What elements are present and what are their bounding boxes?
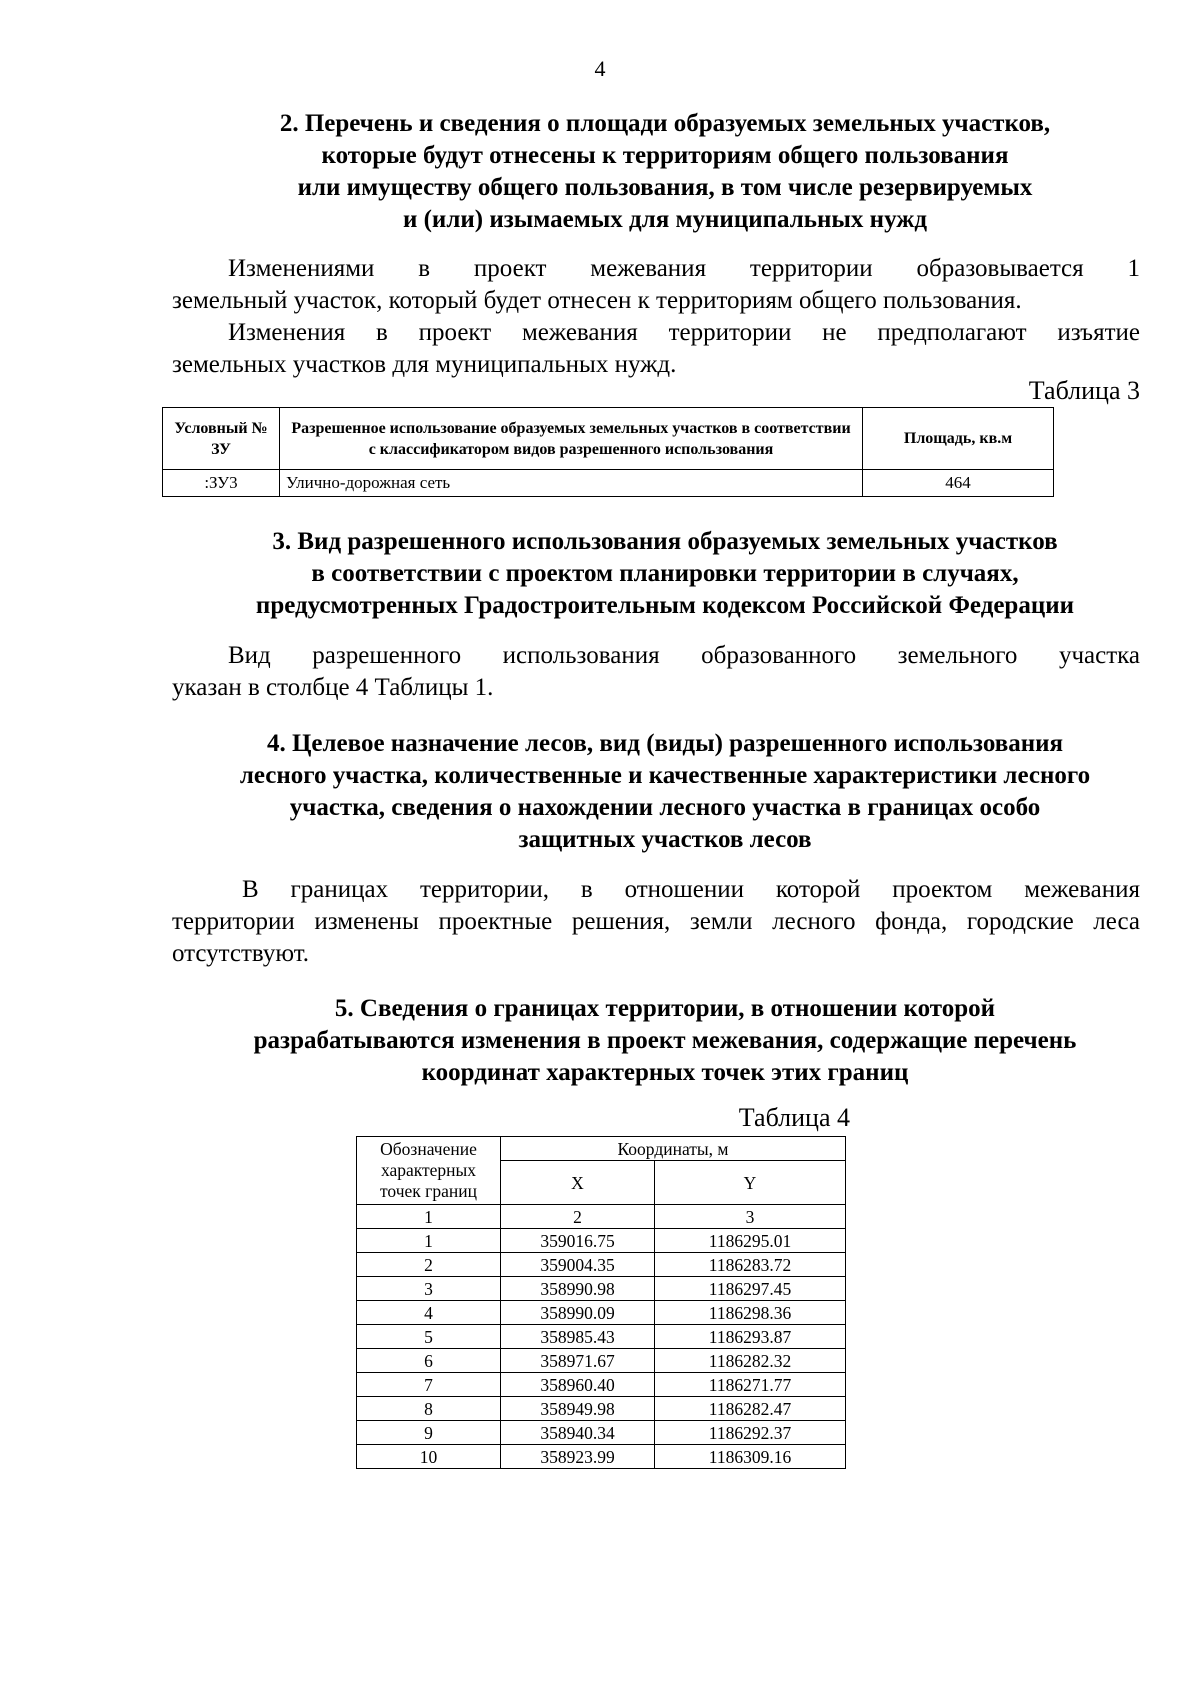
heading-line: 4. Целевое назначение лесов, вид (виды) разрешенного использования bbox=[266, 730, 1064, 757]
table-cell: 359016.75 bbox=[501, 1229, 655, 1253]
table-header-cell: Площадь, кв.м bbox=[863, 408, 1054, 470]
table-row bbox=[357, 1229, 846, 1253]
table-cell: 4 bbox=[357, 1301, 501, 1325]
table-cell: 1186309.16 bbox=[655, 1445, 846, 1469]
section-2-paragraph-1 bbox=[172, 253, 1140, 317]
section-4-heading bbox=[160, 728, 1170, 856]
heading-line: предусмотренных Градостроительным кодексом Российской Федерации bbox=[255, 592, 1075, 619]
table-header-cell: Обозначение характерных точек границ bbox=[357, 1137, 501, 1205]
section-4-paragraph bbox=[172, 874, 1140, 970]
table-cell: 1186292.37 bbox=[655, 1421, 846, 1445]
table-header-cell: Y bbox=[655, 1161, 846, 1205]
paragraph-line: отсутствуют. bbox=[172, 940, 310, 967]
table-cell: 9 bbox=[357, 1421, 501, 1445]
paragraph-line: Изменениями в проект межевания территории образовывается 1 bbox=[228, 255, 1140, 282]
section-3-heading bbox=[160, 526, 1170, 622]
table-row bbox=[357, 1397, 846, 1421]
table-cell: 1186297.45 bbox=[655, 1277, 846, 1301]
table-4 bbox=[356, 1136, 846, 1469]
table-cell: 1186282.47 bbox=[655, 1397, 846, 1421]
section-5-heading bbox=[160, 993, 1170, 1089]
table-cell: 1186293.87 bbox=[655, 1325, 846, 1349]
paragraph-line: земельных участков для муниципальных нужд. bbox=[172, 351, 677, 378]
heading-line: 5. Сведения о границах территории, в отношении которой bbox=[334, 995, 996, 1022]
table-4-caption: Таблица 4 bbox=[738, 1103, 850, 1132]
paragraph-line: В границах территории, в отношении которой проектом межевания bbox=[242, 876, 1140, 903]
table-3 bbox=[162, 407, 1054, 497]
table-cell: 358985.43 bbox=[501, 1325, 655, 1349]
table-row bbox=[357, 1277, 846, 1301]
table-row bbox=[357, 1349, 846, 1373]
table-cell: 10 bbox=[357, 1445, 501, 1469]
table-cell: 3 bbox=[357, 1277, 501, 1301]
table-cell: 5 bbox=[357, 1325, 501, 1349]
table-cell: 358949.98 bbox=[501, 1397, 655, 1421]
heading-line: в соответствии с проектом планировки территории в случаях, bbox=[311, 560, 1019, 587]
section-3-paragraph bbox=[172, 640, 1140, 704]
table-cell: 358990.98 bbox=[501, 1277, 655, 1301]
table-row bbox=[357, 1325, 846, 1349]
table-cell: 6 bbox=[357, 1349, 501, 1373]
table-cell: Улично-дорожная сеть bbox=[280, 470, 863, 497]
table-cell: 358923.99 bbox=[501, 1445, 655, 1469]
table-cell: 358940.34 bbox=[501, 1421, 655, 1445]
table-cell: 1186283.72 bbox=[655, 1253, 846, 1277]
paragraph-line: территории изменены проектные решения, земли лесного фонда, городские леса bbox=[172, 908, 1140, 935]
table-cell: :ЗУ3 bbox=[163, 470, 280, 497]
table-cell: 358990.09 bbox=[501, 1301, 655, 1325]
table-header-cell: X bbox=[501, 1161, 655, 1205]
heading-line: 3. Вид разрешенного использования образуемых земельных участков bbox=[272, 528, 1058, 555]
paragraph-line: Изменения в проект межевания территории не предполагают изъятие bbox=[228, 319, 1140, 346]
table-cell: 1186271.77 bbox=[655, 1373, 846, 1397]
table-header-cell: Координаты, м bbox=[501, 1137, 846, 1161]
paragraph-line: Вид разрешенного использования образованного земельного участка bbox=[228, 642, 1140, 669]
table-header-cell: Условный № ЗУ bbox=[163, 408, 280, 470]
heading-line: лесного участка, количественные и качественные характеристики лесного bbox=[239, 762, 1091, 789]
table-row bbox=[357, 1253, 846, 1277]
page-number: 4 bbox=[594, 56, 606, 81]
heading-line: или имуществу общего пользования, в том числе резервируемых bbox=[297, 174, 1033, 201]
table-cell: 2 bbox=[357, 1253, 501, 1277]
table-cell: 1186295.01 bbox=[655, 1229, 846, 1253]
heading-line: которые будут отнесены к территориям общего пользования bbox=[321, 142, 1009, 169]
table-header-cell: Разрешенное использование образуемых земельных участков в соответствии с классификатором видов разрешенного использования bbox=[280, 408, 863, 470]
heading-line: 2. Перечень и сведения о площади образуемых земельных участков, bbox=[279, 110, 1051, 137]
table-row bbox=[163, 470, 1054, 497]
table-cell: 1 bbox=[357, 1205, 501, 1229]
table-cell: 358971.67 bbox=[501, 1349, 655, 1373]
table-row bbox=[357, 1205, 846, 1229]
table-cell: 1186298.36 bbox=[655, 1301, 846, 1325]
section-2-paragraph-2 bbox=[172, 317, 1140, 381]
table-row bbox=[357, 1445, 846, 1469]
table-row bbox=[357, 1373, 846, 1397]
table-cell: 3 bbox=[655, 1205, 846, 1229]
table-cell: 2 bbox=[501, 1205, 655, 1229]
table-cell: 464 bbox=[863, 470, 1054, 497]
paragraph-line: указан в столбце 4 Таблицы 1. bbox=[172, 674, 494, 701]
table-cell: 8 bbox=[357, 1397, 501, 1421]
heading-line: участка, сведения о нахождении лесного участка в границах особо bbox=[289, 794, 1041, 821]
table-row bbox=[357, 1421, 846, 1445]
table-cell: 358960.40 bbox=[501, 1373, 655, 1397]
table-3-caption: Таблица 3 bbox=[1028, 376, 1140, 405]
table-cell: 1186282.32 bbox=[655, 1349, 846, 1373]
heading-line: и (или) изымаемых для муниципальных нужд bbox=[402, 206, 928, 233]
section-2-heading bbox=[160, 108, 1170, 236]
table-cell: 7 bbox=[357, 1373, 501, 1397]
heading-line: координат характерных точек этих границ bbox=[421, 1059, 909, 1086]
table-cell: 1 bbox=[357, 1229, 501, 1253]
paragraph-line: земельный участок, который будет отнесен к территориям общего пользования. bbox=[172, 287, 1022, 314]
heading-line: разрабатываются изменения в проект межевания, содержащие перечень bbox=[253, 1027, 1077, 1054]
table-row bbox=[357, 1301, 846, 1325]
table-cell: 359004.35 bbox=[501, 1253, 655, 1277]
heading-line: защитных участков лесов bbox=[518, 826, 812, 853]
